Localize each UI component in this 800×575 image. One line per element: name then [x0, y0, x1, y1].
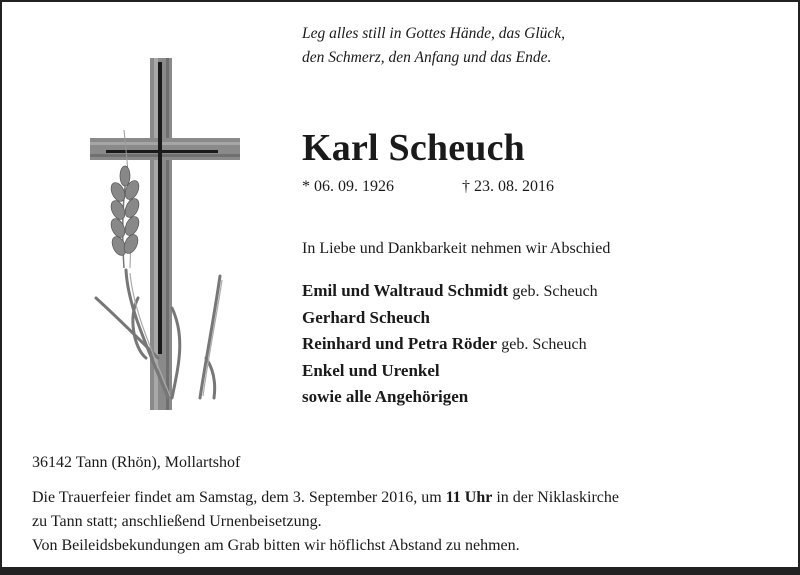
service-line-3: Von Beileidsbekundungen am Grab bitten wir höflichst Abstand zu nehmen. [32, 537, 520, 554]
cross-with-wheat-icon [88, 58, 248, 413]
place-line: 36142 Tann (Rhön), Mollartshof [32, 454, 241, 471]
service-time: 11 Uhr [445, 489, 493, 506]
farewell-text: In Liebe und Dankbarkeit nehmen wir Abschied [302, 240, 611, 257]
mourner-line: Reinhard und Petra Röder geb. Scheuch [302, 334, 587, 353]
mourner-line: Gerhard Scheuch [302, 307, 430, 327]
service-line-1: Die Trauerfeier findet am Samstag, dem 3. September 2016, um 11 Uhr in der Niklaskirche [32, 489, 619, 506]
quote-line-2: den Schmerz, den Anfang und das Ende. [302, 49, 552, 66]
death-date: † 23. 08. 2016 [462, 178, 554, 195]
service-line-2: zu Tann statt; anschließend Urnenbeisetzung. [32, 513, 322, 530]
mourner-line: Emil und Waltraud Schmidt geb. Scheuch [302, 281, 598, 300]
mourner-line: Enkel und Urenkel [302, 360, 440, 380]
deceased-name: Karl Scheuch [302, 127, 526, 169]
life-dates [302, 178, 554, 196]
service-info [32, 486, 777, 558]
quote [302, 22, 782, 70]
quote-line-1: Leg alles still in Gottes Hände, das Glück, [302, 25, 566, 42]
mourner-line: sowie alle Angehörigen [302, 387, 469, 406]
birth-date: * 06. 09. 1926 [302, 178, 394, 195]
mourners-list [302, 278, 598, 411]
